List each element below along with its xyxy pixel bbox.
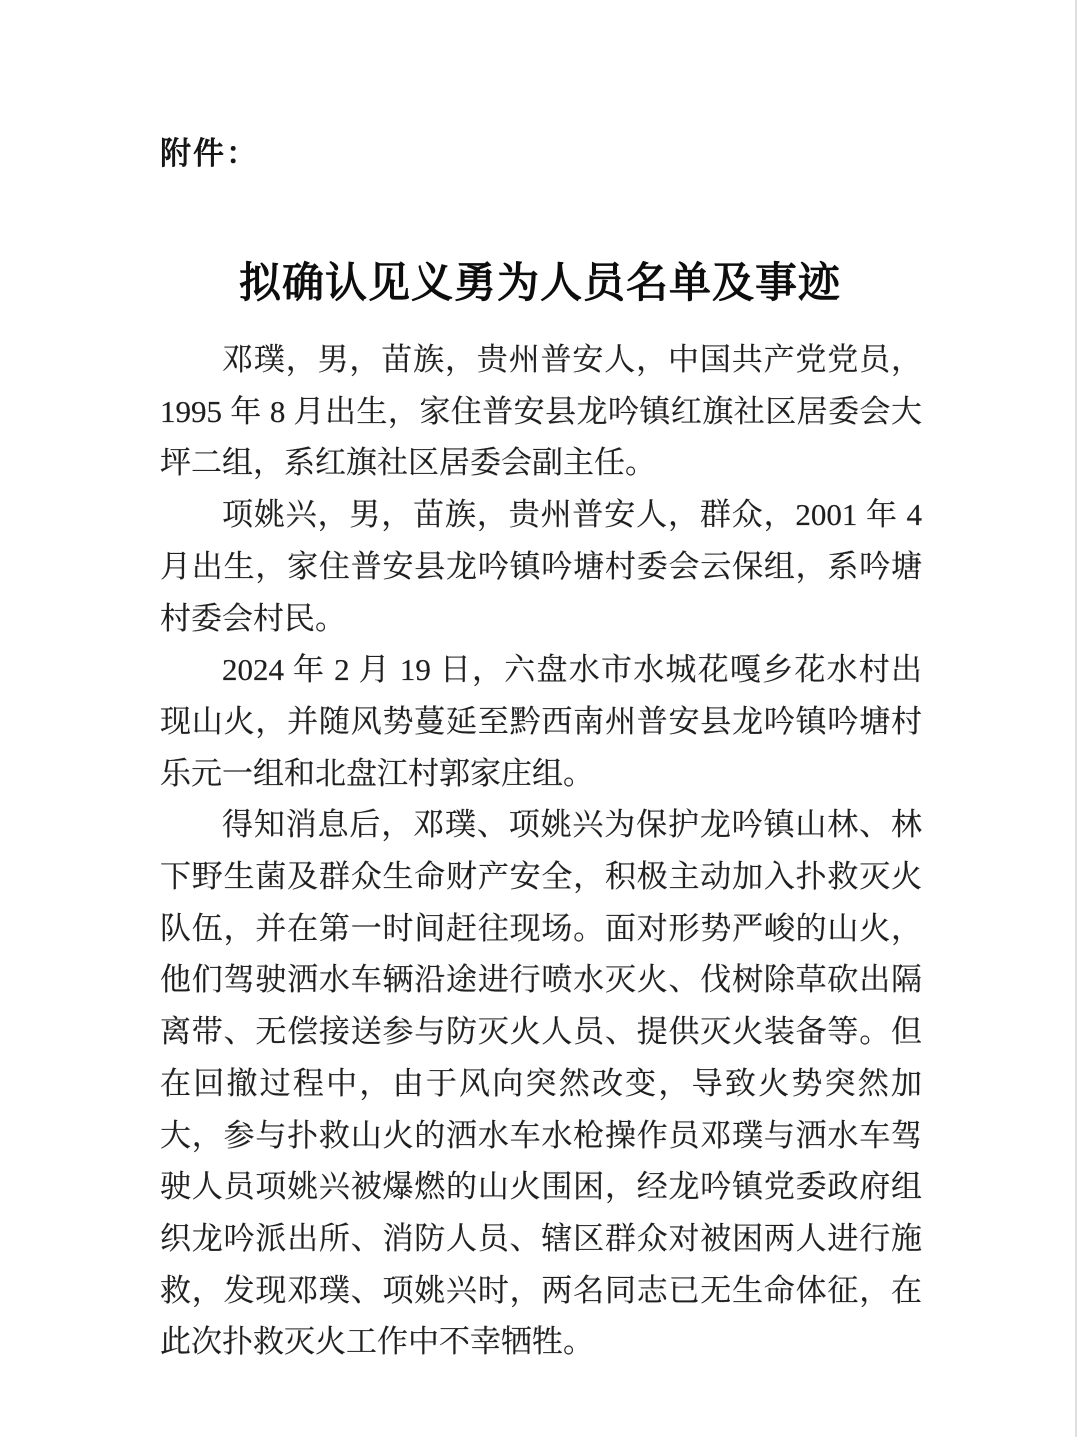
body-paragraph-4: 得知消息后，邓璞、项姚兴为保护龙吟镇山林、林下野生菌及群众生命财产安全，积极主动加入扑救灭火队伍，并在第一时间赶往现场。面对形势严峻的山火，他们驾驶洒水车辆沿途进行喷水灭火、伐树除草砍出隔离带、无偿接送参与防灭火人员、提供灭火装备等。但在回撤过程中，由于风向突然改变，导致火势突然加大，参与扑救山火的洒水车水枪操作员邓璞与洒水车驾驶人员项姚兴被爆燃的山火围困，经龙吟镇党委政府组织龙吟派出所、消防人员、辖区群众对被困两人进行施救，发现邓璞、项姚兴时，两名同志已无生命体征，在此次扑救灭火工作中不幸牺牲。 — [160, 807, 922, 1360]
document-body — [160, 334, 922, 1368]
body-paragraph-2: 项姚兴，男，苗族，贵州普安人，群众，2001 年 4 月出生，家住普安县龙吟镇吟塘村委会云保组，系吟塘村委会村民。 — [160, 497, 922, 636]
page-title: 拟确认见义勇为人员名单及事迹 — [238, 261, 841, 308]
body-paragraph-1: 邓璞，男，苗族，贵州普安人，中国共产党党员，1995 年 8 月出生，家住普安县龙吟镇红旗社区居委会大坪二组，系红旗社区居委会副主任。 — [160, 342, 922, 481]
body-paragraph-3: 2024 年 2 月 19 日，六盘水市水城花嘎乡花水村出现山火，并随风势蔓延至黔西南州普安县龙吟镇吟塘村乐元一组和北盘江村郭家庄组。 — [160, 652, 922, 791]
attachment-label: 附件： — [160, 136, 259, 171]
scan-edge-divider — [1075, 0, 1077, 1437]
